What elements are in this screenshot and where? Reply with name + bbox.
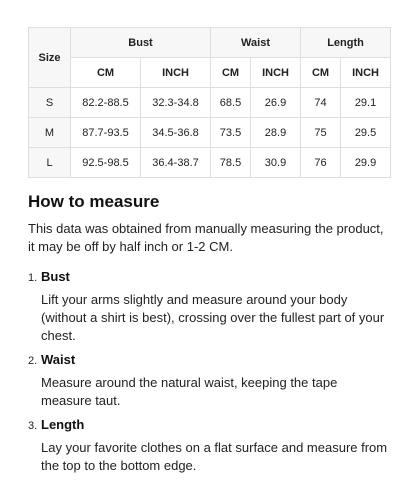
table-cell: 29.5 [341, 118, 391, 148]
table-cell: 28.9 [251, 118, 301, 148]
table-cell: 30.9 [251, 148, 301, 178]
table-cell: 26.9 [251, 88, 301, 118]
unit-header: CM [71, 58, 141, 88]
table-cell: 78.5 [211, 148, 251, 178]
table-cell: 82.2-88.5 [71, 88, 141, 118]
table-cell: 29.1 [341, 88, 391, 118]
unit-header: CM [211, 58, 251, 88]
table-row [29, 118, 391, 148]
size-chart-table [28, 27, 391, 178]
table-cell: 29.9 [341, 148, 391, 178]
list-item [28, 416, 390, 475]
step-title: Bust [41, 269, 70, 284]
length-group-header: Length [301, 28, 391, 58]
size-cell: L [29, 148, 71, 178]
size-cell: M [29, 118, 71, 148]
table-cell: 36.4-38.7 [141, 148, 211, 178]
waist-group-header: Waist [211, 28, 301, 58]
table-cell: 32.3-34.8 [141, 88, 211, 118]
unit-header: INCH [251, 58, 301, 88]
size-cell: S [29, 88, 71, 118]
step-title: Length [41, 417, 85, 432]
table-cell: 76 [301, 148, 341, 178]
step-number: 2. [28, 355, 38, 367]
unit-header: CM [301, 58, 341, 88]
table-cell: 68.5 [211, 88, 251, 118]
table-row [29, 148, 391, 178]
table-cell: 92.5-98.5 [71, 148, 141, 178]
step-description: Lift your arms slightly and measure around your body (without a shirt is best), crossing over the fullest part of your chest. [41, 292, 385, 343]
table-cell: 75 [301, 118, 341, 148]
table-cell: 74 [301, 88, 341, 118]
table-row [29, 88, 391, 118]
bust-group-header: Bust [71, 28, 211, 58]
intro-text: This data was obtained from manually measuring the product, it may be off by half inch or 1-2 CM. [28, 221, 384, 254]
step-number: 3. [28, 420, 38, 432]
list-item [28, 268, 390, 345]
step-description: Measure around the natural waist, keeping the tape measure taut. [41, 375, 338, 408]
step-number: 1. [28, 272, 38, 284]
list-item [28, 351, 390, 410]
measure-steps-list [28, 268, 390, 475]
unit-header: INCH [141, 58, 211, 88]
step-title: Waist [41, 352, 76, 367]
unit-header: INCH [341, 58, 391, 88]
size-column-header: Size [29, 28, 71, 88]
how-to-measure-section [28, 192, 390, 481]
table-cell: 73.5 [211, 118, 251, 148]
table-cell: 34.5-36.8 [141, 118, 211, 148]
table-cell: 87.7-93.5 [71, 118, 141, 148]
step-description: Lay your favorite clothes on a flat surface and measure from the top to the bottom edge. [41, 440, 388, 473]
section-title: How to measure [28, 192, 160, 211]
